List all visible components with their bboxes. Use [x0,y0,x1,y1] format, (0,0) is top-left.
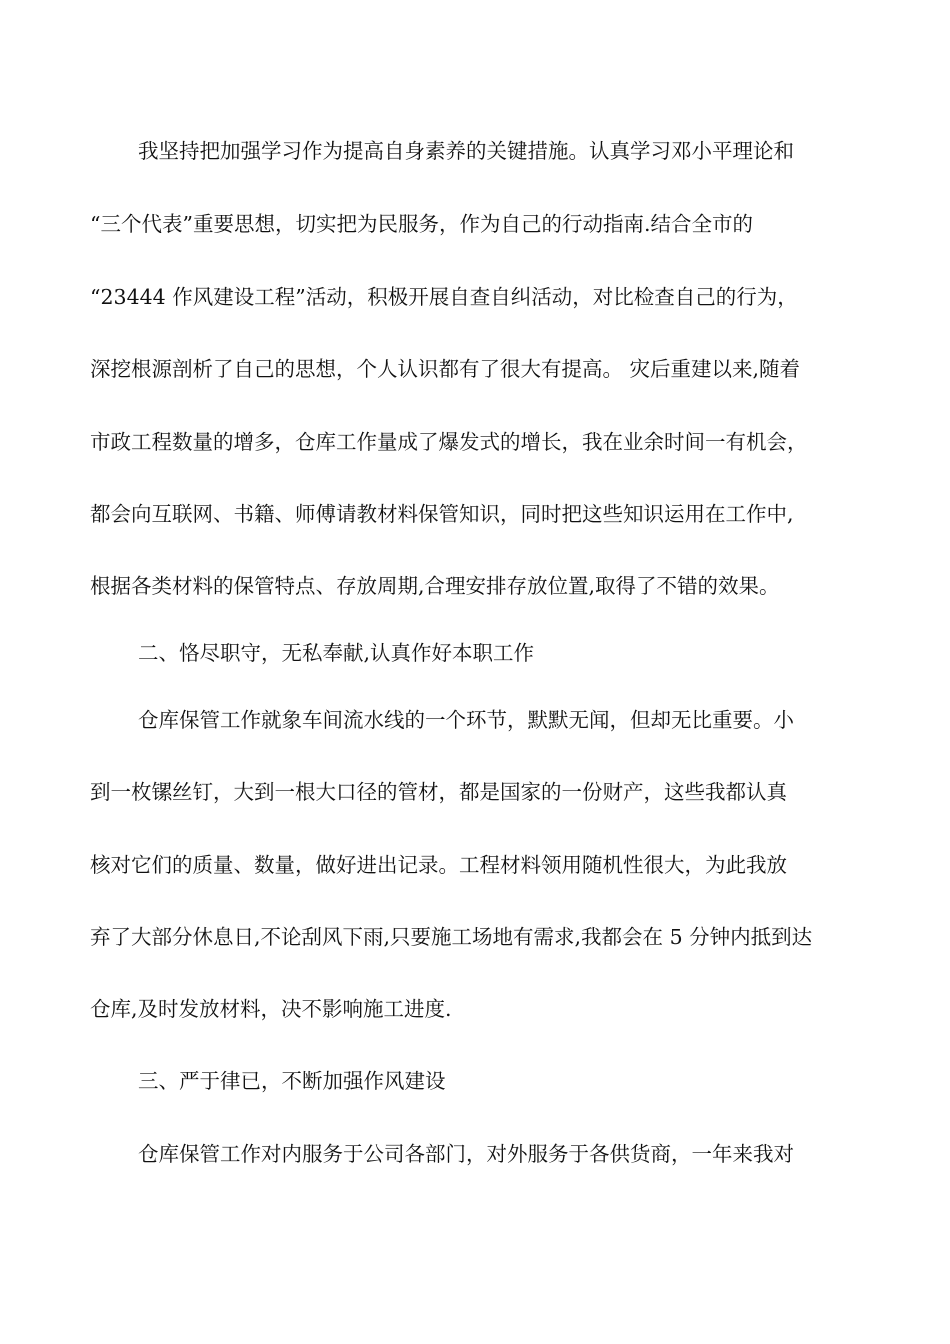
text-line-15: 仓库保管工作对内服务于公司各部门，对外服务于各供货商，一年来我对 [138,1142,794,1166]
text-line-1: 我坚持把加强学习作为提高自身素养的关键措施。认真学习邓小平理论和 [138,139,794,163]
text-line-5: 市政工程数量的增多，仓库工作量成了爆发式的增长，我在业余时间一有机会， [90,430,808,454]
text-line-2: “三个代表”重要思想，切实把为民服务，作为自己的行动指南.结合全市的 [90,212,753,236]
section-heading-2: 二、恪尽职守，无私奉献,认真作好本职工作 [138,641,535,665]
text-line-9: 仓库保管工作就象车间流水线的一个环节，默默无闻，但却无比重要。小 [138,708,794,732]
section-heading-3: 三、严于律已，不断加强作风建设 [138,1069,446,1093]
text-line-12: 弃了大部分休息日,不论刮风下雨,只要施工场地有需求,我都会在 5 分钟内抵到达 [90,925,813,949]
text-line-6: 都会向互联网、书籍、师傅请教材料保管知识，同时把这些知识运用在工作中, [90,502,794,526]
text-line-10: 到一枚镙丝钉，大到一根大口径的管材，都是国家的一份财产，这些我都认真 [90,780,787,804]
text-line-13: 仓库,及时发放材料，决不影响施工进度. [90,997,452,1021]
text-line-11: 核对它们的质量、数量，做好进出记录。工程材料领用随机性很大，为此我放 [90,853,787,877]
text-line-3: “23444 作风建设工程”活动，积极开展自查自纠活动，对比检查自己的行为， [90,285,798,309]
text-line-7: 根据各类材料的保管特点、存放周期,合理安排存放位置,取得了不错的效果。 [90,574,780,598]
text-line-4: 深挖根源剖析了自己的思想，个人认识都有了很大有提高。 灾后重建以来,随着 [90,357,801,381]
